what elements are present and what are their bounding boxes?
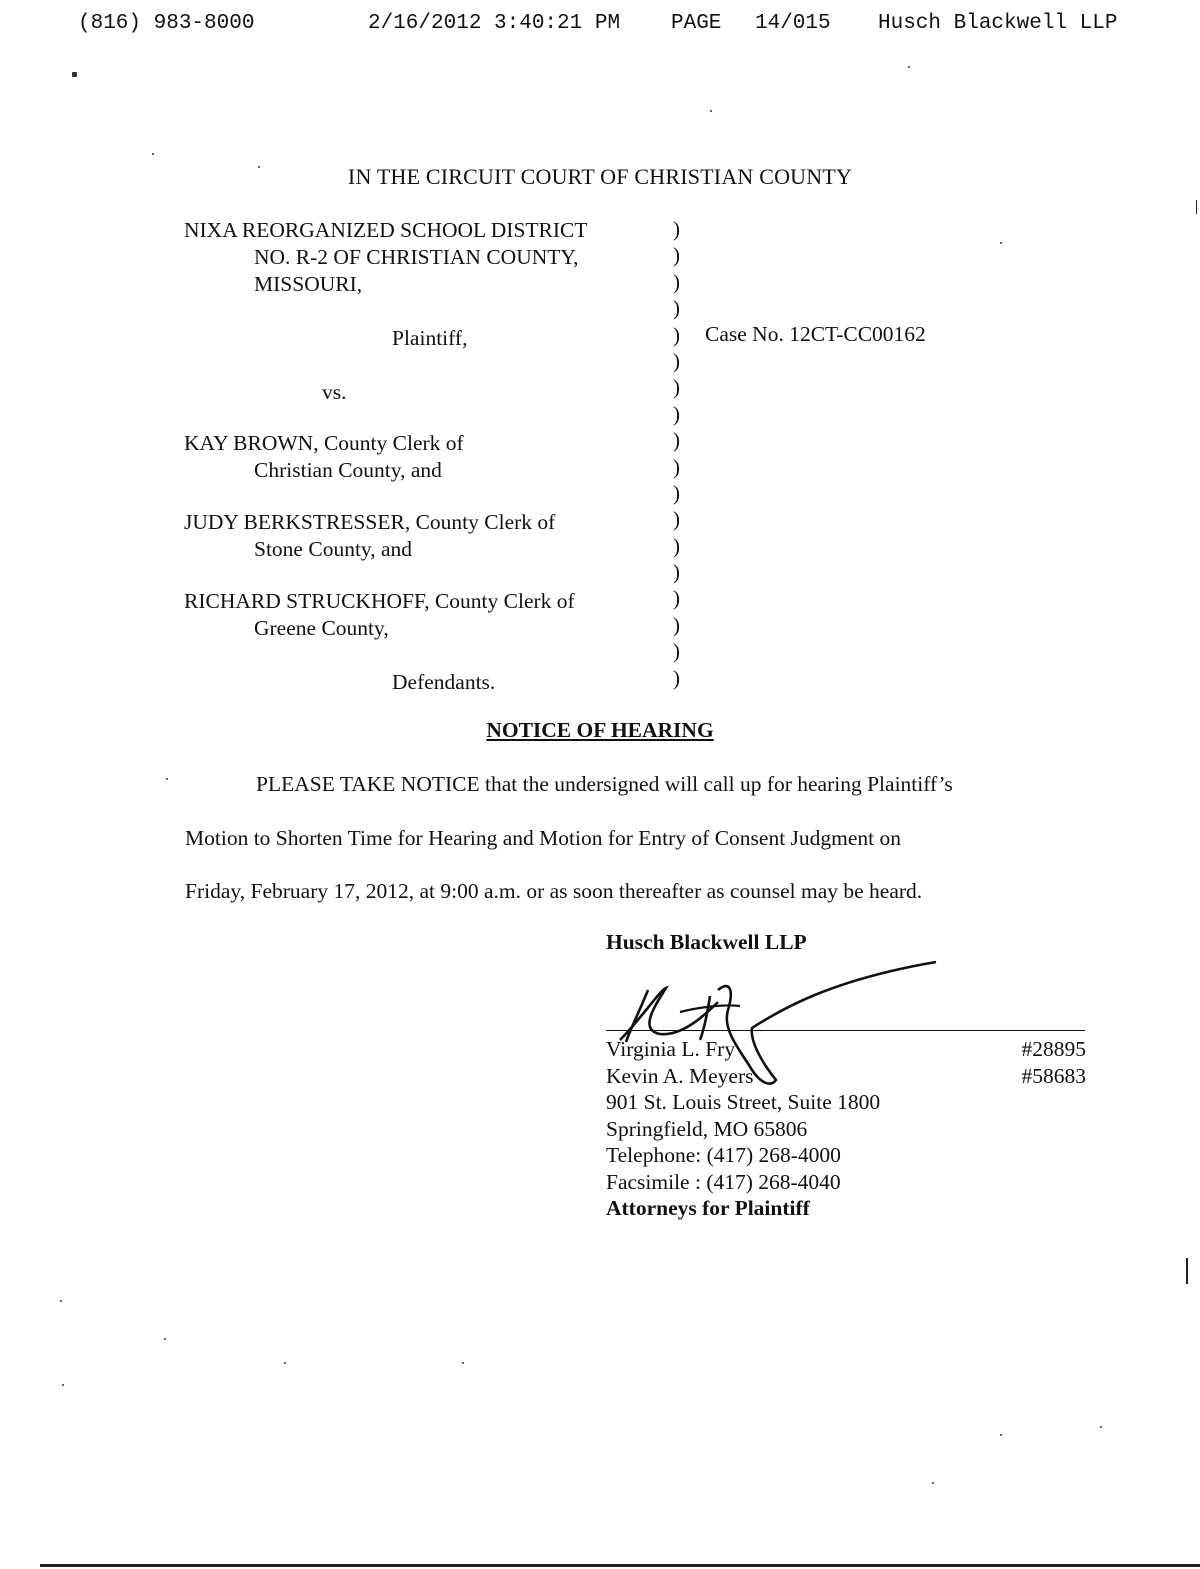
signature-line — [606, 1030, 1085, 1031]
scan-edge-mark — [1186, 1258, 1188, 1284]
fax-phone: (816) 983-8000 — [78, 12, 255, 35]
defendant3-line1: RICHARD STRUCKHOFF, County Clerk of — [184, 589, 575, 613]
scan-speck — [908, 66, 910, 68]
caption-paren: ) — [673, 586, 680, 611]
defendant-role: Defendants. — [392, 670, 496, 694]
fax-header — [78, 12, 1148, 42]
attorney-bar-number: #28895 — [1021, 1037, 1086, 1061]
defendant3-line2: Greene County, — [254, 616, 389, 640]
caption-paren: ) — [673, 243, 680, 268]
caption-paren: ) — [673, 348, 680, 373]
attorney-name: Virginia L. Fry — [606, 1037, 736, 1061]
caption-paren: ) — [673, 665, 680, 690]
caption-paren: ) — [673, 507, 680, 532]
scan-speck — [932, 1482, 934, 1484]
caption-paren: ) — [673, 296, 680, 321]
scan-speck — [462, 1362, 464, 1364]
caption-paren: ) — [673, 375, 680, 400]
caption-parenthesis-column — [673, 216, 687, 691]
scan-speck — [284, 1362, 286, 1364]
attorneys-for-label: Attorneys for Plaintiff — [606, 1196, 810, 1220]
attorney-row — [606, 1036, 1086, 1063]
versus-label: vs. — [322, 380, 347, 404]
court-title: IN THE CIRCUIT COURT OF CHRISTIAN COUNTY — [347, 164, 853, 189]
scan-speck — [1000, 1434, 1002, 1436]
fax-page-number: 14/015 — [755, 12, 831, 35]
facsimile: Facsimile : (417) 268-4040 — [606, 1169, 841, 1194]
caption-paren: ) — [673, 533, 680, 558]
plaintiff-name-line1: NIXA REORGANIZED SCHOOL DISTRICT — [184, 218, 588, 242]
caption-paren: ) — [673, 560, 680, 585]
body-line-1: PLEASE TAKE NOTICE that the undersigned will call up for hearing Plaintiff’s — [256, 772, 953, 796]
firm-name-text: Husch Blackwell LLP — [606, 930, 807, 954]
defendant2-line2: Stone County, and — [254, 537, 413, 561]
case-number: Case No. 12CT-CC00162 — [705, 322, 926, 346]
scan-edge-mark — [1196, 200, 1197, 214]
scan-bottom-edge — [40, 1564, 1200, 1567]
notice-title: NOTICE OF HEARING — [486, 718, 714, 742]
plaintiff-name-line2: NO. R-2 OF CHRISTIAN COUNTY, — [254, 245, 579, 269]
telephone: Telephone: (417) 268-4000 — [606, 1143, 841, 1167]
plaintiff-name-line3: MISSOURI, — [254, 272, 363, 296]
attorney-row — [606, 1063, 1086, 1090]
scan-speck — [1100, 1426, 1102, 1428]
signature-details — [606, 1036, 1086, 1222]
defendant1-line1: KAY BROWN, County Clerk of — [184, 431, 464, 455]
address-line-2: Springfield, MO 65806 — [606, 1116, 808, 1141]
address-line-1: 901 St. Louis Street, Suite 1800 — [606, 1090, 881, 1114]
scan-speck — [60, 1300, 62, 1302]
scan-speck — [258, 166, 260, 168]
caption-paren: ) — [673, 269, 680, 294]
case-caption — [184, 216, 984, 696]
caption-paren: ) — [673, 612, 680, 637]
scan-speck — [152, 153, 154, 155]
scan-speck — [62, 1384, 64, 1386]
fax-sender: Husch Blackwell LLP — [878, 12, 1118, 35]
scan-speck — [166, 778, 168, 780]
attorney-name: Kevin A. Meyers — [606, 1063, 754, 1088]
scan-speck — [72, 72, 77, 77]
plaintiff-role: Plaintiff, — [392, 326, 468, 350]
caption-paren: ) — [673, 322, 680, 347]
caption-paren: ) — [673, 454, 680, 479]
fax-page-label: PAGE — [671, 12, 722, 35]
defendant2-line1: JUDY BERKSTRESSER, County Clerk of — [184, 510, 556, 534]
scan-speck — [710, 110, 712, 112]
caption-paren: ) — [673, 217, 680, 241]
scan-speck — [164, 1338, 166, 1340]
caption-paren: ) — [673, 428, 680, 453]
caption-paren: ) — [673, 639, 680, 664]
caption-paren: ) — [673, 401, 680, 426]
scan-speck — [1000, 242, 1002, 244]
defendant1-line2: Christian County, and — [254, 458, 442, 482]
caption-paren: ) — [673, 480, 680, 505]
body-line-2: Motion to Shorten Time for Hearing and Motion for Entry of Consent Judgment on — [185, 826, 902, 850]
body-line-3: Friday, February 17, 2012, at 9:00 a.m. or as soon thereafter as counsel may be heard. — [185, 879, 923, 903]
fax-datetime: 2/16/2012 3:40:21 PM — [368, 12, 621, 35]
attorney-bar-number: #58683 — [1021, 1063, 1086, 1088]
